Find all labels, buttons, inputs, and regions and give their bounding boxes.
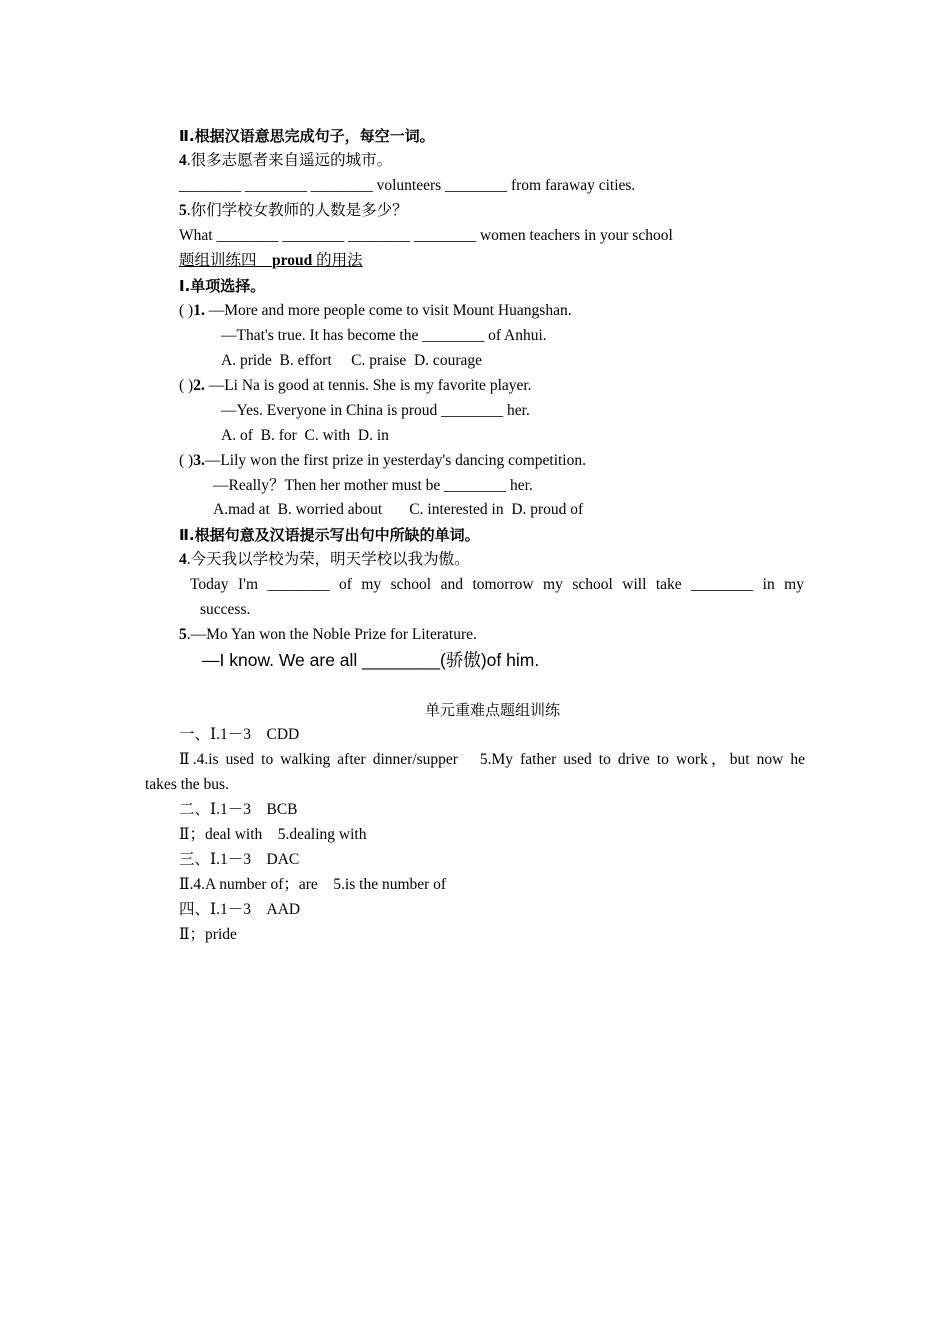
group4-q5-line1 [179,625,477,645]
group4-q5-line2: —I know. We are all ________(骄傲)of him. [202,650,540,670]
part2-q4-sentence: ________ ________ ________ volunteers ________ from faraway cities. [179,177,636,194]
answer-line: takes the bus. [145,776,229,793]
question-number: 5 [179,626,187,643]
question-number: 4 [179,551,187,568]
question-text: —More and more people come to visit Mount Huangshan. [204,302,572,319]
answer-line: Ⅱ；pride [179,926,237,943]
part2-q5-sentence: What ________ ________ ________ ________ women teachers in your school [179,227,673,244]
answer-line: 一、Ⅰ.1－3 CDD [179,726,300,743]
group4-q2-options: A. of B. for C. with D. in [221,427,389,444]
group4-q3-options: A.mad at B. worried about C. interested in D. proud of [213,501,584,518]
question-text: .—Mo Yan won the Noble Prize for Literature. [186,626,477,643]
answer-paren: ( ) [179,452,194,469]
answers-title: 单元重难点题组训练 [424,701,560,719]
answer-line: Ⅱ；deal with 5.dealing with [179,826,367,843]
answer-paren: ( ) [179,377,194,394]
group4-q2-line1 [179,376,532,396]
group4-q1-line2: —That's true. It has become the ________ of Anhui. [221,327,547,344]
group4-heading1: Ⅰ.单项选择。 [179,277,266,295]
group4-title-word: proud [272,252,313,269]
answer-line: 二、Ⅰ.1－3 BCB [179,801,298,818]
question-number: 4 [179,152,187,169]
answer-line: Ⅱ.4.is used to walking after dinner/supper 5.My father used to drive to work，but now he [179,751,805,768]
answer-line: Ⅱ.4.A number of；are 5.is the number of [179,876,447,893]
question-chinese: .今天我以学校为荣，明天学校以我为傲。 [186,551,470,568]
group4-q3-line2: —Really？Then her mother must be ________ her. [213,477,533,494]
group4-q4-sentence-line2: success. [200,601,251,618]
group4-title-prefix: 题组训练四 [179,252,273,269]
group4-heading2: Ⅱ.根据句意及汉语提示写出句中所缺的单词。 [179,526,480,544]
part2-heading: Ⅱ.根据汉语意思完成句子，每空一词。 [179,127,435,145]
group4-title [179,251,363,271]
group4-q1-line1 [179,301,572,321]
group4-q3-line1 [179,451,586,471]
group4-q4-sentence-line1: Today I'm ________ of my school and tomorrow my school will take ________ in my [190,576,804,593]
question-chinese: .很多志愿者来自遥远的城市。 [186,152,393,169]
group4-title-suffix: 的用法 [312,252,363,269]
group4-q4-prompt [179,550,470,570]
question-chinese: .你们学校女教师的人数是多少？ [186,202,408,219]
question-text: —Lily won the first prize in yesterday's dancing competition. [204,452,586,469]
group4-q2-line2: —Yes. Everyone in China is proud ________ her. [221,402,530,419]
question-text: —Li Na is good at tennis. She is my favorite player. [204,377,532,394]
answer-line: 三、Ⅰ.1－3 DAC [179,851,300,868]
group4-q1-options: A. pride B. effort C. praise D. courage [221,352,482,369]
question-number: 3. [193,452,205,469]
part2-q4-prompt [179,151,392,171]
part2-q5-prompt [179,201,408,221]
answer-paren: ( ) [179,302,194,319]
question-number: 2. [193,377,205,394]
question-number: 5 [179,202,187,219]
question-number: 1. [193,302,205,319]
answer-line: 四、Ⅰ.1－3 AAD [179,901,301,918]
